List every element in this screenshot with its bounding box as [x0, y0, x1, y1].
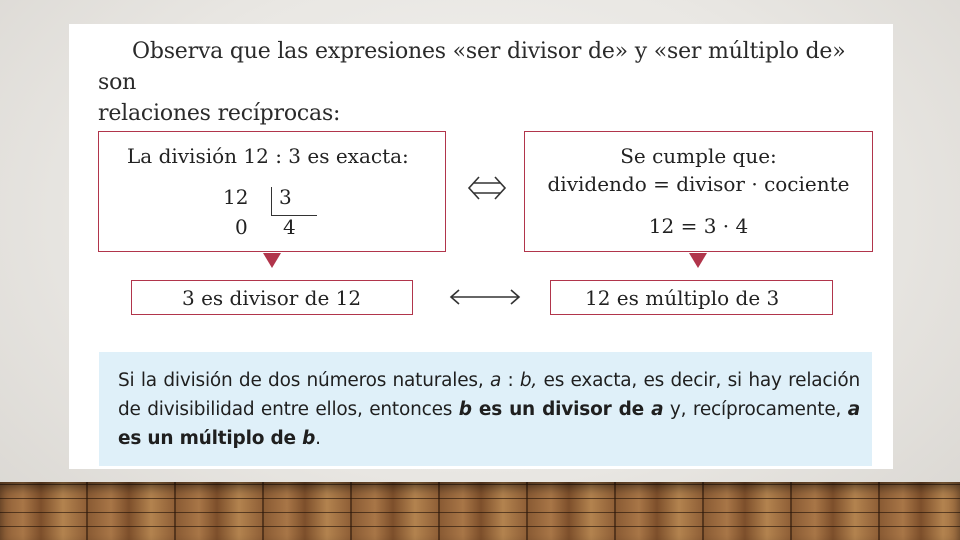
- verification-formula: dividendo = divisor · cociente: [547, 172, 850, 196]
- intro-line-1: Observa que las expresiones «ser divisor de» y «ser múltiplo de» son: [98, 39, 846, 95]
- definition-bold-part: es un múltiplo de: [118, 428, 303, 449]
- intro-text: [98, 36, 878, 129]
- division-title: La división 12 : 3 es exacta:: [127, 144, 409, 168]
- slide: [69, 24, 893, 469]
- wood-floor: [0, 482, 960, 540]
- definition-bold-part: es un divisor de: [471, 399, 652, 420]
- divisor-result-box: 3 es divisor de 12: [131, 280, 413, 315]
- definition-var-a-bold: a: [651, 399, 664, 420]
- definition-var-a: a: [489, 370, 502, 391]
- intro-line-2: relaciones recíprocas:: [98, 101, 341, 126]
- definition-part: Si la división de dos números naturales,: [118, 370, 490, 391]
- definition-var-a-bold: a: [847, 399, 861, 420]
- double-arrow-icon: [449, 286, 521, 308]
- division-box: [98, 131, 446, 252]
- dividend: 12: [223, 185, 249, 209]
- multiple-result-box: 12 es múltiplo de 3: [550, 280, 833, 315]
- definition-part: .: [315, 428, 321, 449]
- down-triangle-icon: [263, 253, 281, 268]
- definition-part: :: [501, 370, 520, 391]
- divisor: 3: [279, 185, 292, 209]
- verification-example: 12 = 3 · 4: [648, 214, 749, 238]
- definition-box: [99, 352, 872, 466]
- definition-part: es exacta, es decir, si hay relación de divisibilidad entre ellos, entonces: [118, 370, 860, 420]
- remainder: 0: [235, 215, 248, 239]
- definition-part: y, recíprocamente,: [663, 399, 848, 420]
- equivalence-arrow-icon: [467, 174, 507, 202]
- long-division: [223, 185, 333, 245]
- quotient: 4: [283, 215, 296, 239]
- verification-box: [524, 131, 873, 252]
- down-triangle-icon: [689, 253, 707, 268]
- definition-var-b-bold: b: [458, 399, 472, 420]
- verification-heading: Se cumple que:: [620, 144, 777, 168]
- definition-var-b: b,: [519, 370, 538, 391]
- definition-var-b-bold: b: [302, 428, 316, 449]
- definition-text: [118, 366, 860, 453]
- division-bracket-vertical: [271, 187, 272, 215]
